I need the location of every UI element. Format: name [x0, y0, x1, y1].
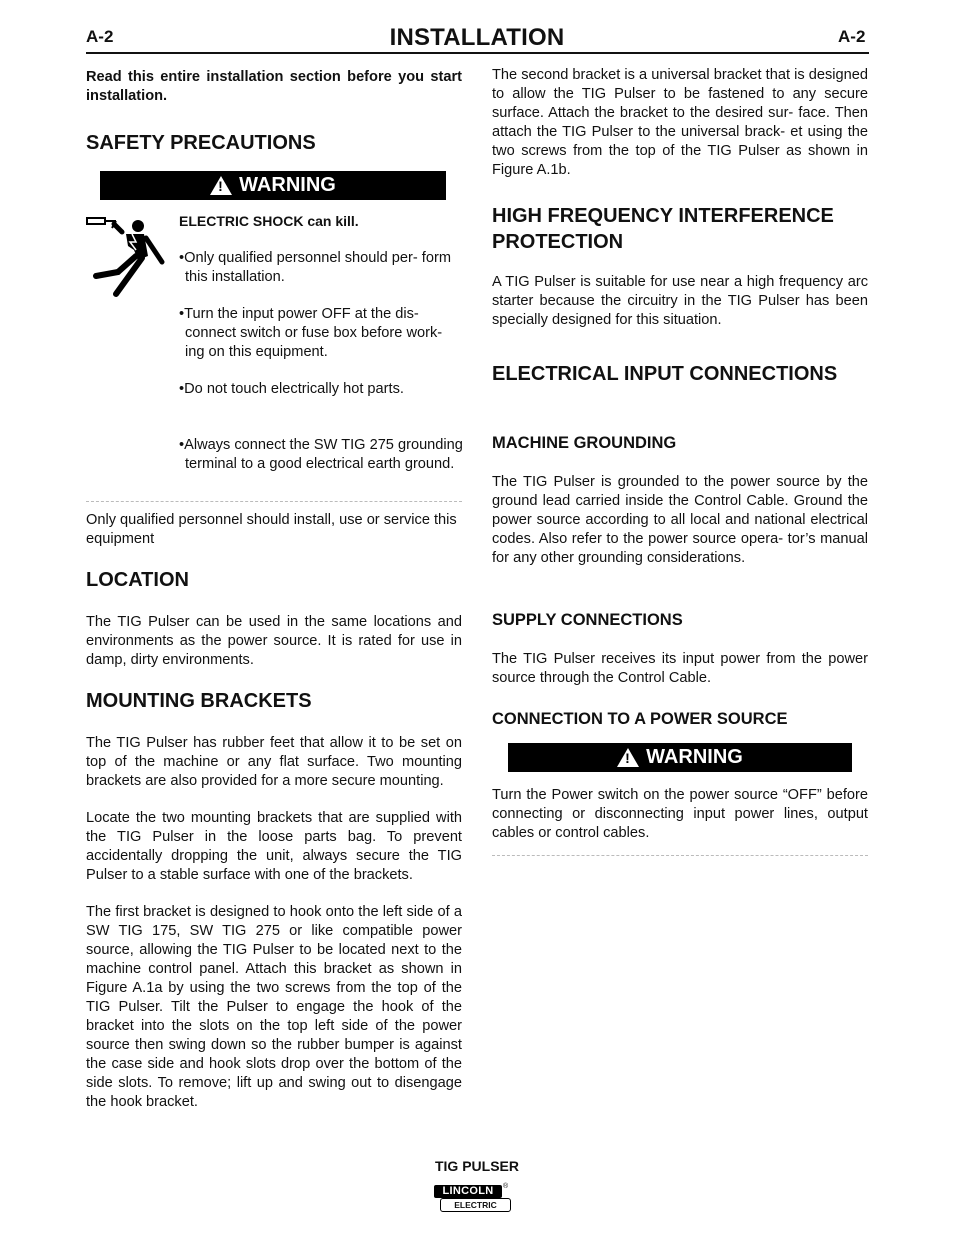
- hf-text: A TIG Pulser is suitable for use near a high frequency arc starter because the circuitry in the TIG Pulser has been specially designed for this situation.: [492, 274, 868, 328]
- bullet-qualified: •Only qualified personnel should per- form this installation.: [179, 250, 451, 285]
- warning-label-right: WARNING: [646, 746, 743, 768]
- logo-electric: ELECTRIC: [440, 1198, 511, 1212]
- safety-heading: SAFETY PRECAUTIONS: [86, 132, 316, 154]
- electric-shock-block: [86, 212, 462, 512]
- connection-heading: CONNECTION TO A POWER SOURCE: [492, 710, 788, 728]
- shock-title: ELECTRIC SHOCK can kill.: [179, 213, 359, 229]
- divider-right: [492, 855, 868, 856]
- warning-banner-right: [508, 743, 852, 772]
- hf-heading: HIGH FREQUENCY INTERFERENCE PROTECTION: [492, 205, 834, 253]
- warning-banner: [100, 171, 446, 200]
- grounding-text: The TIG Pulser is grounded to the power source by the ground lead carried inside the Control Cable. Ground the power source according to all local and national electrical codes. Also refer to the power source opera- tor’s manual for any other grounding considerations.: [492, 474, 868, 566]
- bullet-power-off: •Turn the input power OFF at the dis- connect switch or fuse box before work- ing on this equipment.: [179, 306, 443, 360]
- bullet-grounding: •Always connect the SW TIG 275 grounding terminal to a good electrical earth ground.: [179, 437, 463, 472]
- location-heading: LOCATION: [86, 569, 189, 591]
- footer-product-title: TIG PULSER: [434, 1158, 519, 1174]
- grounding-heading: MACHINE GROUNDING: [492, 434, 677, 452]
- second-bracket-text: The second bracket is a universal bracket that is designed to allow the TIG Pulser to be fastened to any secure surface. Attach the bracket to the desired sur- face. Then attach the TIG Pulser to the universal brack- et using the two screws from the top of the TIG Pulser as shown in Figure A.1b.: [492, 67, 868, 178]
- shock-warnings: [179, 212, 464, 474]
- qualified-note: Only qualified personnel should install, use or service this equipment: [86, 512, 457, 547]
- right-column: [492, 66, 868, 856]
- section-title: INSTALLATION: [389, 24, 565, 51]
- warning-label: WARNING: [239, 174, 336, 196]
- supply-heading: SUPPLY CONNECTIONS: [492, 611, 683, 629]
- header-rule: [86, 52, 869, 54]
- bullet-hot-parts: •Do not touch electrically hot parts.: [179, 381, 404, 397]
- electric-shock-icon: [86, 216, 166, 298]
- page-number-left: A-2: [86, 27, 114, 46]
- left-column: [86, 66, 462, 1112]
- warning-triangle-icon: !: [210, 176, 232, 195]
- mounting-paragraph-3: The first bracket is designed to hook onto the left side of a SW TIG 175, SW TIG 275 or like compatible power source, allowing the TIG Pulser to be located next to the machine control panel. Attach this bracket as shown in Figure A.1a by using the two screws from the top of the TIG Pulser. Tilt the Pulser to engage the hook of the bracket into the slots on the top left side of the power source then swing down so the rubber bumper is against the case side and hook slots drop over the bottom of the side slots. To remove; lift up and swing out to disengage the hook bracket.: [86, 904, 462, 1110]
- warning-triangle-icon: !: [617, 748, 639, 767]
- logo-lincoln: LINCOLN: [434, 1185, 502, 1198]
- mounting-paragraph-2: Locate the two mounting brackets that are supplied with the TIG Pulser in the loose parts bag. To prevent accidentally dropping the unit, always secure the TIG Pulser to a stable surface with one of the brackets.: [86, 810, 462, 883]
- mounting-heading: MOUNTING BRACKETS: [86, 690, 312, 712]
- page-number-right: A-2: [838, 27, 866, 46]
- intro-text: Read this entire installation section before you start installation.: [86, 69, 462, 104]
- mounting-paragraph-1: The TIG Pulser has rubber feet that allow it to be set on top of the machine or any flat surface. Two mounting brackets are also provided for a more secure mounting.: [86, 735, 462, 789]
- power-warning-text: Turn the Power switch on the power source “OFF” before connecting or disconnecting input power lines, output cables or control cables.: [492, 787, 868, 841]
- logo-registered: ®: [503, 1183, 509, 1190]
- supply-text: The TIG Pulser receives its input power from the power source through the Control Cable.: [492, 651, 868, 686]
- electrical-input-heading: ELECTRICAL INPUT CONNECTIONS: [492, 363, 838, 385]
- location-text: The TIG Pulser can be used in the same locations and environments as the power source. It is rated for use in damp, dirty environments.: [86, 614, 462, 668]
- lincoln-electric-logo: [434, 1185, 511, 1213]
